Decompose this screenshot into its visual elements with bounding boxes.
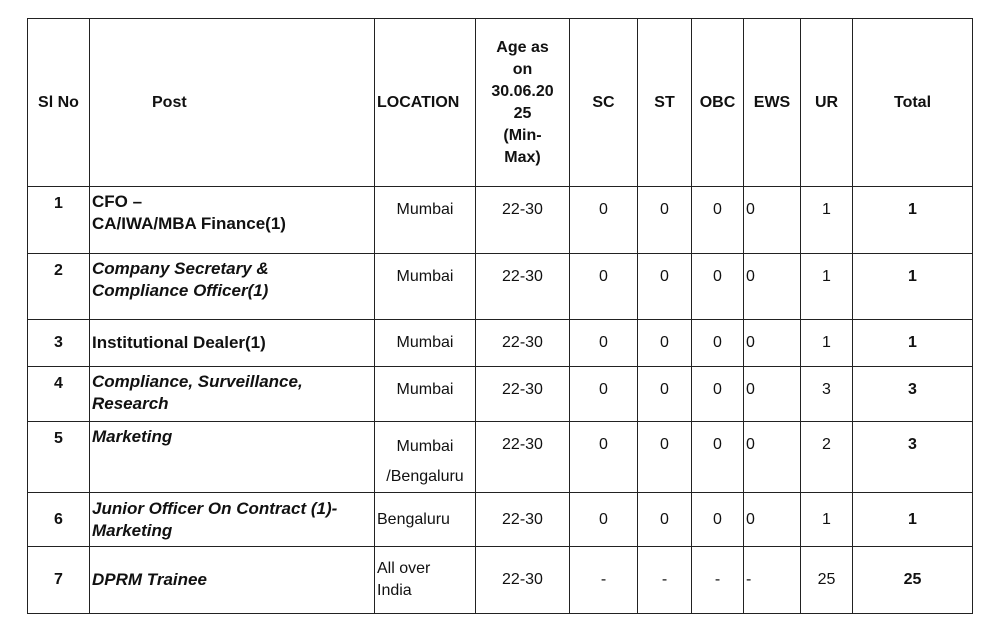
cell-sc: 0 [570,254,638,320]
cell-age: 22-30 [476,187,570,254]
cell-sl-no: 3 [28,320,90,367]
location-line: Mumbai [396,201,454,218]
cell-post [90,422,375,493]
location-line: India [377,582,412,599]
cell-location [375,493,476,547]
cell-obc: 0 [692,187,744,254]
cell-sc: 0 [570,367,638,422]
cell-total: 1 [853,254,973,320]
cell-post [90,367,375,422]
header-location: LOCATION [375,19,476,187]
cell-ews: - [744,547,801,614]
cell-ur: 3 [801,367,853,422]
cell-sc: 0 [570,320,638,367]
table-row [28,493,973,547]
cell-sl-no: 5 [28,422,90,493]
cell-st: 0 [638,493,692,547]
header-ews: EWS [744,19,801,187]
cell-sl-no: 4 [28,367,90,422]
cell-sl-no: 2 [28,254,90,320]
cell-age: 22-30 [476,320,570,367]
cell-obc: - [692,547,744,614]
header-post: Post [90,19,375,187]
location-line: Mumbai [396,334,454,351]
cell-age: 22-30 [476,547,570,614]
cell-ews: 0 [744,367,801,422]
table-row [28,254,973,320]
cell-st: 0 [638,367,692,422]
cell-age: 22-30 [476,367,570,422]
cell-location [375,547,476,614]
cell-post [90,254,375,320]
vacancy-table [27,18,973,614]
cell-total: 1 [853,187,973,254]
cell-sc: 0 [570,422,638,493]
cell-location [375,367,476,422]
cell-location [375,422,476,493]
cell-post [90,493,375,547]
post-line: CA/IWA/MBA Finance(1) [92,214,286,233]
header-age [476,19,570,187]
header-age-line: 25 [513,104,532,122]
location-line: /Bengaluru [386,468,464,485]
cell-age: 22-30 [476,493,570,547]
post-line: Institutional Dealer(1) [92,333,266,352]
cell-ews: 0 [744,187,801,254]
cell-ur: 2 [801,422,853,493]
cell-age: 22-30 [476,422,570,493]
cell-ur: 25 [801,547,853,614]
cell-sl-no: 7 [28,547,90,614]
post-line: Research [92,394,169,413]
post-line: Marketing [92,520,173,540]
cell-ur: 1 [801,493,853,547]
post-line: Compliance Officer(1) [92,281,269,300]
header-obc: OBC [692,19,744,187]
cell-ews: 0 [744,422,801,493]
cell-obc: 0 [692,493,744,547]
table-row [28,187,973,254]
cell-ur: 1 [801,187,853,254]
cell-age: 22-30 [476,254,570,320]
cell-st: 0 [638,187,692,254]
cell-total: 3 [853,367,973,422]
header-sc: SC [570,19,638,187]
cell-obc: 0 [692,367,744,422]
header-row [28,19,973,187]
cell-ur: 1 [801,320,853,367]
cell-sl-no: 6 [28,493,90,547]
cell-location [375,320,476,367]
cell-ur: 1 [801,254,853,320]
header-age-line: Age as [496,38,549,56]
header-age-line: 30.06.20 [491,82,554,100]
cell-st: 0 [638,320,692,367]
location-line: Bengaluru [377,510,450,528]
cell-obc: 0 [692,320,744,367]
location-line: Mumbai [396,381,454,398]
header-ur: UR [801,19,853,187]
header-age-line: on [512,60,533,78]
header-sl-no: Sl No [28,19,90,187]
location-line: Mumbai [396,438,454,455]
cell-sc: 0 [570,493,638,547]
cell-st: 0 [638,254,692,320]
table-row [28,547,973,614]
cell-sc: 0 [570,187,638,254]
table-row [28,367,973,422]
header-age-line: (Min- [503,126,542,144]
header-st: ST [638,19,692,187]
cell-post [90,187,375,254]
table-row [28,422,973,493]
cell-st: - [638,547,692,614]
cell-total: 3 [853,422,973,493]
cell-post [90,547,375,614]
location-line: Mumbai [396,268,454,285]
post-line: Junior Officer On Contract (1)- [92,498,338,518]
cell-location [375,254,476,320]
post-line: CFO – [92,192,143,211]
post-line: Company Secretary & [92,259,269,278]
header-total: Total [853,19,973,187]
post-line: DPRM Trainee [92,570,207,589]
cell-obc: 0 [692,254,744,320]
cell-ews: 0 [744,320,801,367]
cell-total: 1 [853,493,973,547]
cell-obc: 0 [692,422,744,493]
table-row [28,320,973,367]
cell-sl-no: 1 [28,187,90,254]
post-line: Compliance, Surveillance, [92,372,303,391]
cell-total: 25 [853,547,973,614]
cell-ews: 0 [744,493,801,547]
cell-ews: 0 [744,254,801,320]
location-line: All over [377,560,431,577]
cell-post [90,320,375,367]
post-line: Marketing [92,427,173,446]
cell-st: 0 [638,422,692,493]
header-age-line: Max) [504,148,541,166]
cell-total: 1 [853,320,973,367]
cell-sc: - [570,547,638,614]
cell-location [375,187,476,254]
